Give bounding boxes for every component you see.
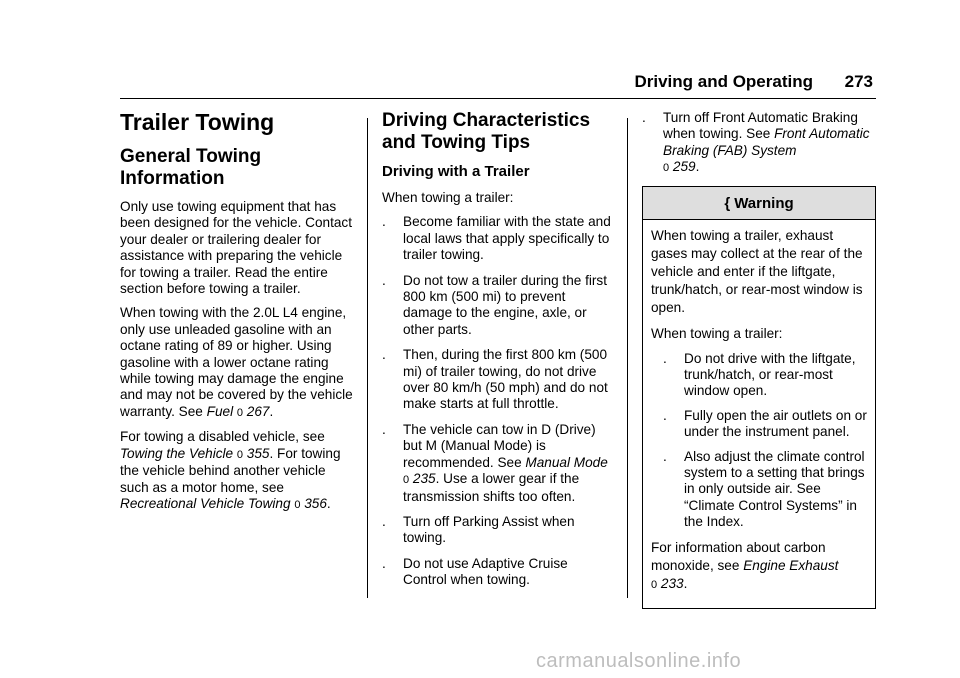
paragraph-equipment: Only use towing equipment that has been designed for the vehicle. Contact your dealer or trailering dealer for assistance with preparing the vehicle for towing a trailer. Read the entire section before towing a trailer. [120,199,353,297]
warning-list [651,351,867,531]
column-divider-left [367,118,368,598]
fuel-link[interactable]: Fuel [206,403,234,419]
bullet-marker: . [663,407,667,423]
warning-header [643,187,875,220]
warning-icon: { [724,194,731,212]
page-header [0,68,960,100]
list-item [382,514,614,547]
page-ref-icon: 0 [294,498,301,511]
list-item-text: The vehicle can tow in D (Drive) but M (Manual Mode) is recommended. See [403,421,596,470]
list-item [663,351,867,400]
driving-characteristics-heading: Driving Characteristics and Towing Tips [382,110,591,153]
warning-body [643,220,875,608]
driving-with-trailer-heading: Driving with a Trailer [382,163,530,180]
list-item-text: Turn off Parking Assist when towing. [403,513,575,546]
trailer-towing-heading: Trailer Towing [120,109,275,135]
list-item-text: Also adjust the climate control system to a setting that brings in only outside air. See “Climate Control Systems” in the Index. [684,448,865,530]
warning-paragraph-3: For information about carbon monoxide, see Engine Exhaust 0 233. [651,539,839,591]
fuel-page-ref[interactable]: 267 [246,403,270,419]
warning-title: Warning [734,194,794,212]
general-towing-heading: General Towing Information [120,146,262,189]
list-item [663,449,867,531]
watermark: carmanualsonline.info [536,650,742,672]
towing-vehicle-link[interactable]: Towing the Vehicle [120,445,234,461]
section-title: Driving and Operating [634,72,813,91]
paragraph-disabled-text-1: For towing a disabled vehicle, see [120,429,325,445]
bullet-marker: . [382,214,386,230]
list-item-text: Do not drive with the liftgate, trunk/hatch, or rear-most window open. [684,350,856,399]
column-3 [642,110,876,609]
rv-towing-page-ref[interactable]: 356 [304,495,327,511]
warning-paragraph-3-text: For information about carbon monoxide, see [651,539,826,573]
page-ref-icon: 0 [236,448,244,461]
warning-box [642,186,876,609]
list-item [382,273,614,339]
page-ref-icon: 0 [651,578,658,591]
page-number: 273 [844,72,873,91]
list-item-text: Become familiar with the state and local laws that apply specifically to trailer towing. [403,214,611,263]
bullet-marker: . [382,421,386,437]
bullet-marker: . [382,555,386,571]
column-divider-right [627,118,628,598]
paragraph-fuel-text: When towing with the 2.0L L4 engine, only use unleaded gasoline with an octane rating of 89 or higher. Using gasoline with a lower octane rating while towing may damage the engine and may not be covered by the vehicle warranty. See [120,305,353,419]
bullet-marker: . [382,513,386,529]
bullet-marker: . [663,448,667,464]
rv-towing-link[interactable]: Recreational Vehicle Towing [120,495,291,511]
bullet-marker: . [382,347,386,363]
list-item [382,422,614,505]
list-item [382,347,614,413]
bullet-marker: . [663,350,667,366]
manual-mode-page-ref[interactable]: 235 [412,471,436,487]
manual-mode-link[interactable]: Manual Mode [525,454,608,470]
warning-paragraph-1: When towing a trailer, exhaust gases may collect at the rear of the vehicle and enter if the liftgate, trunk/hatch, or rear-most window is open. [651,227,863,315]
warning-paragraph-2: When towing a trailer: [651,325,783,341]
list-item-text: Do not tow a trailer during the first 800 km (500 mi) to prevent damage to the engine, axle, or other parts. [403,272,607,337]
paragraph-disabled-vehicle: For towing a disabled vehicle, see Towing the Vehicle 0 355. For towing the vehicle behind another vehicle such as a motor home, see Recreational Vehicle Towing 0 356. [120,429,341,511]
bullet-marker: . [382,272,386,288]
engine-exhaust-link[interactable]: Engine Exhaust [743,557,839,573]
page-ref-icon: 0 [403,474,410,487]
list-item: . Turn off Front Automatic Braking when towing. See Front Automatic Braking (FAB) System 0 259. [642,110,870,175]
column-1 [120,108,355,521]
list-item-text: Do not use Adaptive Cruise Control when towing. [403,555,568,588]
header-rule [120,98,876,99]
column-2 [382,110,614,598]
paragraph-fuel: When towing with the 2.0L L4 engine, only use unleaded gasoline with an octane rating of 89 or higher. Using gasoline with a lower octane rating while towing may damage the engine and may not be covered by the vehicle warranty. See Fuel 0 267. [120,305,353,419]
engine-exhaust-page-ref[interactable]: 233 [660,575,684,591]
list-item [382,556,614,589]
fab-page-ref[interactable]: 259 [672,159,696,175]
paragraph-disabled-text-2: . For towing the vehicle behind another vehicle such as a motor home, see [120,445,341,495]
list-item-text-2: . Use a lower gear if the transmission shifts too often. [403,471,580,504]
bullet-marker: . [642,110,646,125]
towing-vehicle-page-ref[interactable]: 355 [246,445,270,461]
list-item [382,214,614,263]
intro-text: When towing a trailer: [382,190,514,205]
page-ref-icon: 0 [236,406,243,419]
page-ref-icon: 0 [663,162,670,175]
list-item-text: Turn off Front Automatic Braking when towing. See [663,110,858,142]
fab-system-link[interactable]: Front Automatic Braking (FAB) System [663,126,870,158]
list-item-text: Then, during the first 800 km (500 mi) of trailer towing, do not drive over 80 km/h (50 mph) and do not make starts at full throttle. [403,347,608,412]
list-item [663,408,867,441]
list-item-text: Fully open the air outlets on or under the instrument panel. [684,407,867,440]
